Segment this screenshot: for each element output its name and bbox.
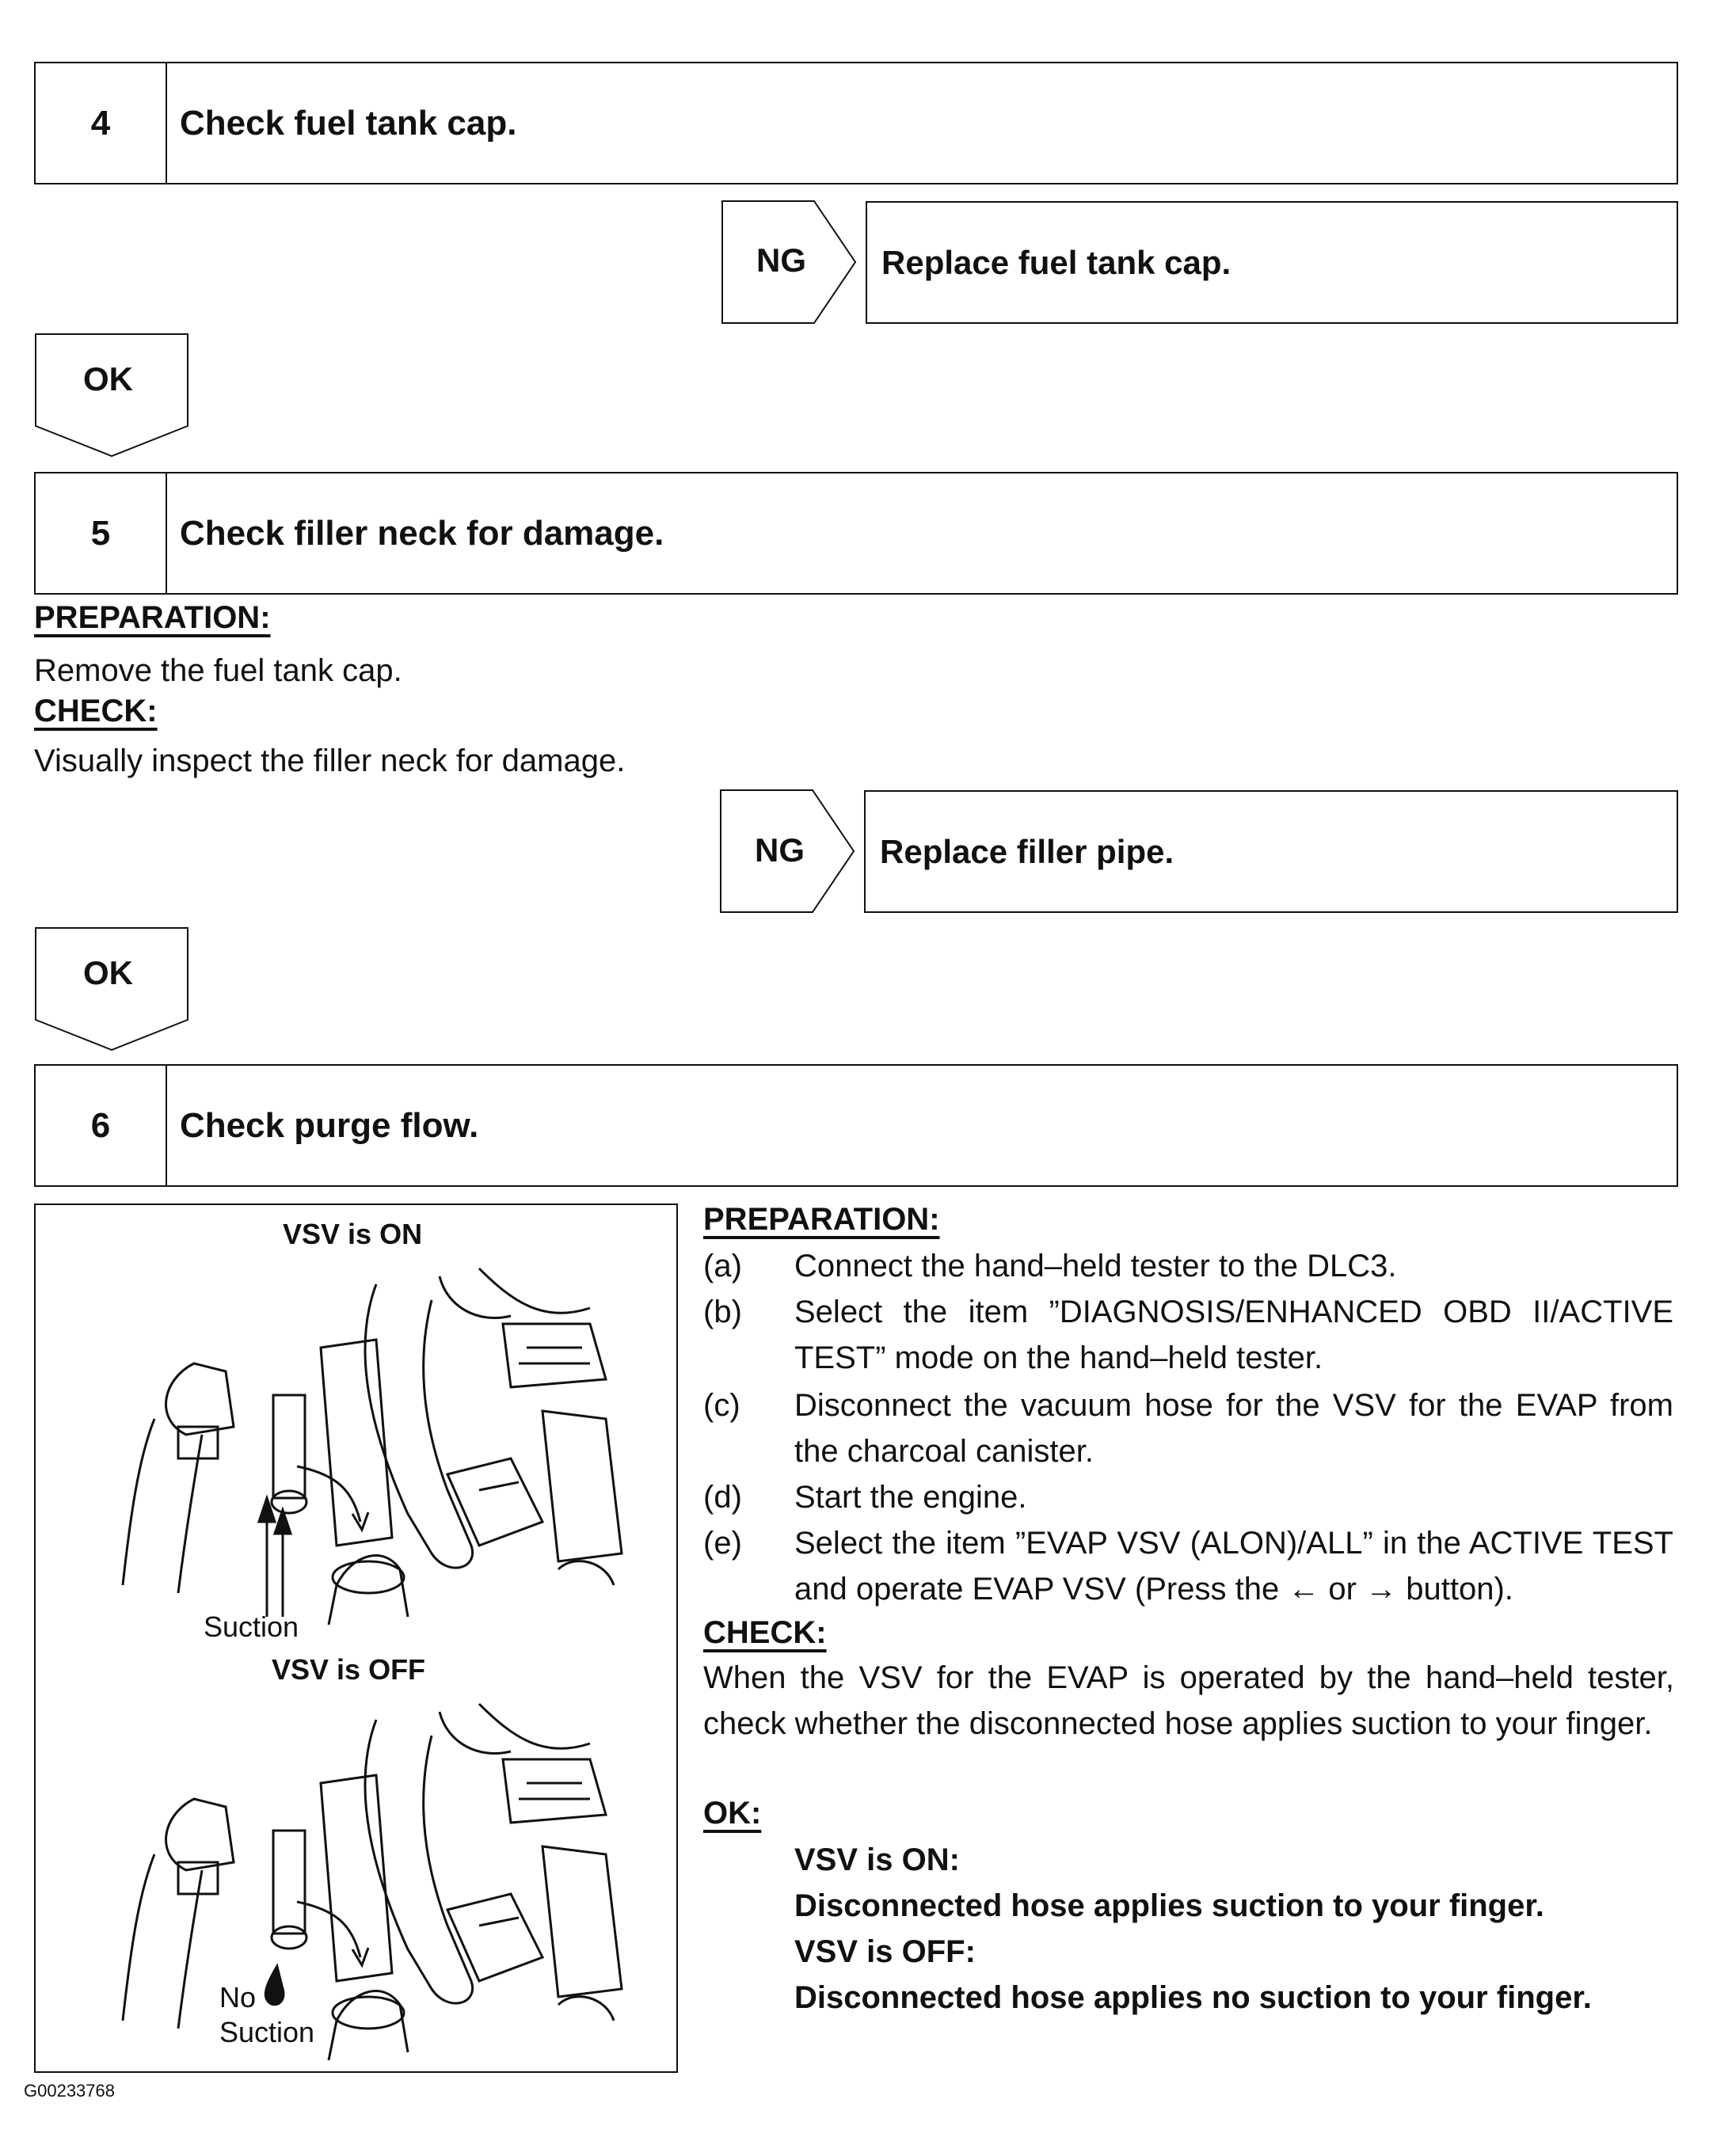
item-label: (b): [703, 1295, 742, 1329]
item-text: Start the engine.: [794, 1480, 1027, 1515]
ok-line-1: VSV is ON:: [794, 1842, 960, 1877]
illustration-top-title: VSV is ON: [283, 1218, 423, 1250]
step6-preparation-heading: PREPARATION:: [703, 1202, 940, 1237]
step-5-box: [34, 472, 1678, 595]
item-text: Disconnect the vacuum hose for the VSV for the EVAP from the charcoal canister.: [794, 1388, 1673, 1469]
step5-check-text: Visually inspect the filler neck for damage.: [34, 743, 626, 778]
preparation-item-d: [703, 1474, 1674, 1520]
preparation-item-c: [703, 1382, 1674, 1474]
step-4-number: 4: [36, 63, 167, 183]
ok-line-3: VSV is OFF:: [794, 1934, 976, 1969]
step5-preparation-text: Remove the fuel tank cap.: [34, 653, 402, 688]
step-6-box: [34, 1064, 1678, 1187]
item-label: (d): [703, 1480, 742, 1515]
ng-label-step5: NG: [755, 831, 805, 869]
step6-ok-heading: OK:: [703, 1796, 762, 1831]
step5-check-heading: CHECK:: [34, 694, 158, 728]
illustration-top-label: Suction: [204, 1610, 299, 1643]
step-6-number: 6: [36, 1066, 167, 1185]
illustration-bottom-title: VSV is OFF: [272, 1653, 426, 1686]
item-label: (e): [703, 1526, 742, 1561]
item-label: (c): [703, 1388, 740, 1423]
ok-line-4: Disconnected hose applies no suction to your finger.: [794, 1980, 1592, 2015]
preparation-item-a: [703, 1243, 1674, 1289]
ng-label-step4: NG: [756, 241, 806, 279]
step-5-title: Check filler neck for damage.: [180, 513, 664, 553]
ng-result-step5: Replace filler pipe.: [864, 790, 1678, 913]
ng-result-step4: Replace fuel tank cap.: [866, 201, 1678, 324]
preparation-item-b: [703, 1289, 1674, 1381]
step6-check-text: When the VSV for the EVAP is operated by the hand–held tester, check whether the disconnected hose applies suction to your finger.: [703, 1660, 1674, 1741]
vsv-illustration: [34, 1203, 678, 2073]
step-6-title: Check purge flow.: [180, 1105, 479, 1145]
item-text: Select the item ”EVAP VSV (ALON)/ALL” in the ACTIVE TEST and operate EVAP VSV (Press the ← or → button).: [794, 1526, 1673, 1607]
illustration-bottom-label-line1: No: [219, 1981, 257, 2013]
illustration-bottom-label-line2: Suction: [219, 2016, 315, 2048]
ok-label-step5: OK: [83, 954, 133, 991]
step-5-number: 5: [36, 473, 167, 593]
vsv-off-drawing: [36, 1688, 676, 2068]
item-label: (a): [703, 1249, 742, 1283]
item-text: Select the item ”DIAGNOSIS/ENHANCED OBD II/ACTIVE TEST” mode on the hand–held tester.: [794, 1295, 1673, 1375]
ok-line-2: Disconnected hose applies suction to your finger.: [794, 1888, 1544, 1923]
item-text: Connect the hand–held tester to the DLC3.: [794, 1249, 1397, 1283]
vsv-on-drawing: [36, 1253, 676, 1633]
figure-id: G00233768: [24, 2081, 115, 2101]
preparation-item-e: [703, 1520, 1674, 1612]
step-4-title: Check fuel tank cap.: [180, 103, 517, 143]
ok-label-step4: OK: [83, 360, 133, 397]
step-4-box: [34, 62, 1678, 184]
step5-preparation-heading: PREPARATION:: [34, 600, 271, 635]
step6-check-heading: CHECK:: [703, 1615, 827, 1650]
